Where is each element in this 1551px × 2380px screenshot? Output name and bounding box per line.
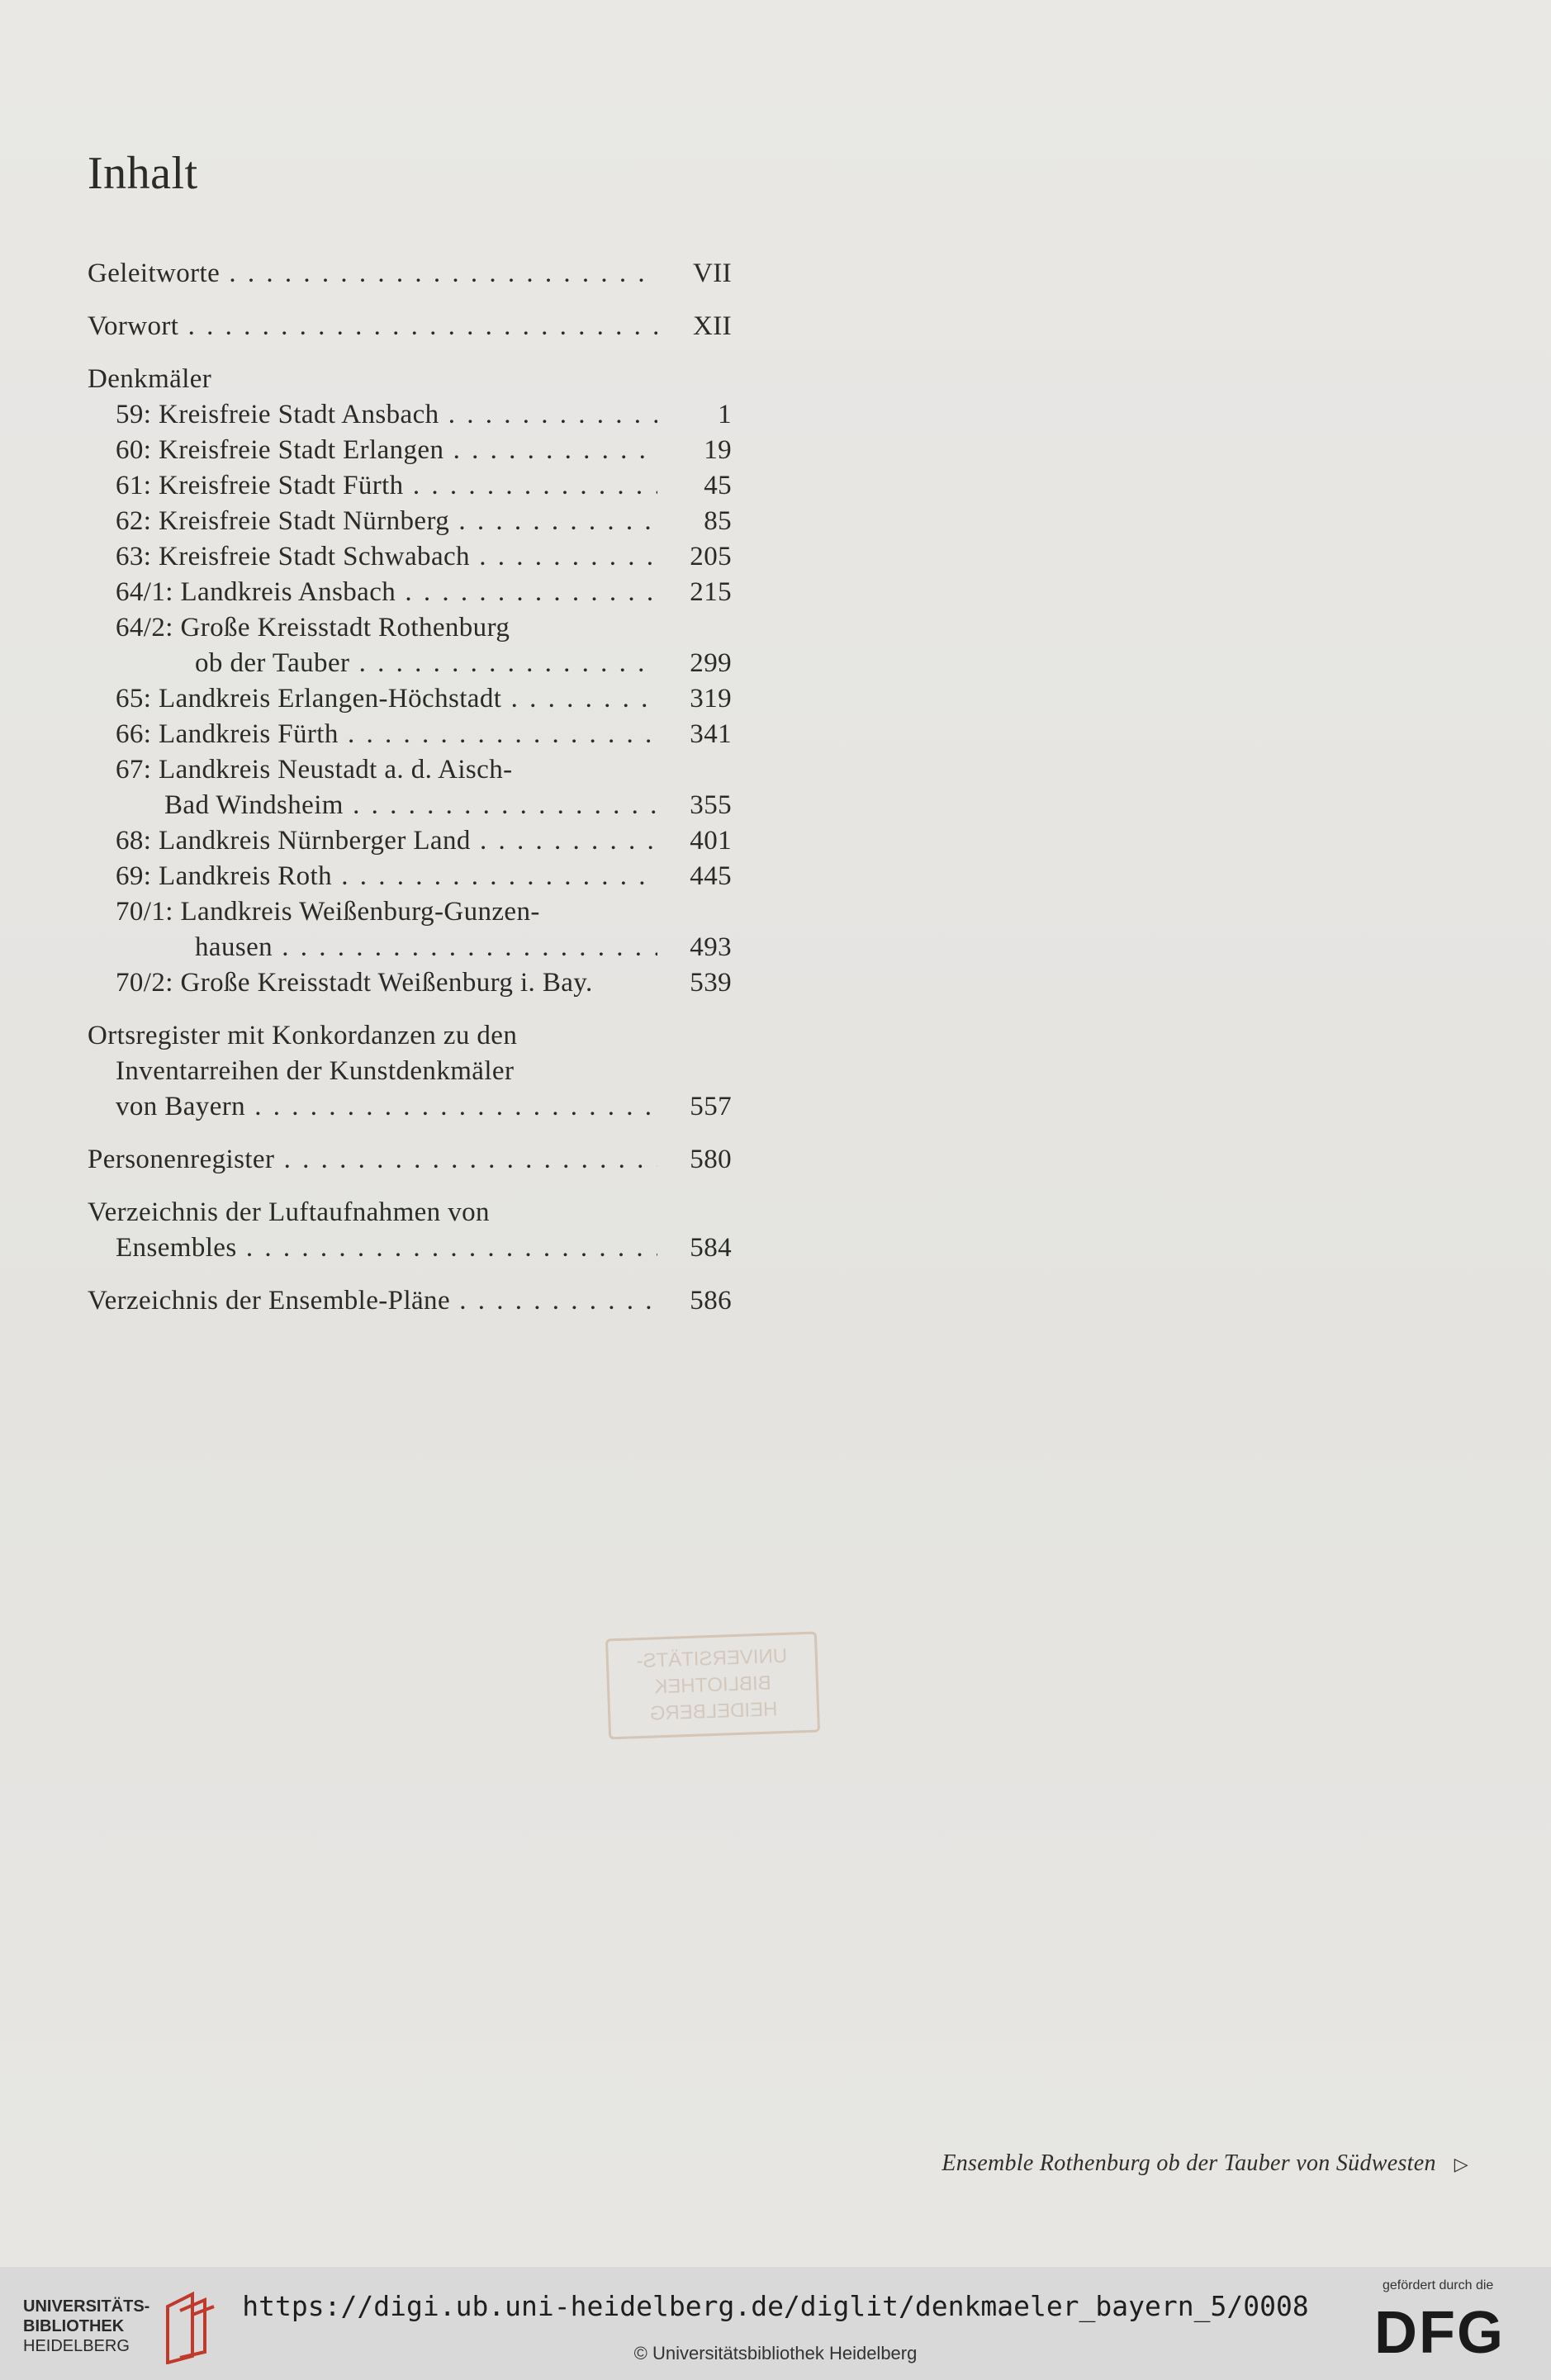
toc-entry[interactable]	[88, 256, 732, 292]
toc-entry[interactable]	[88, 681, 732, 717]
toc-entry[interactable]	[88, 752, 732, 788]
toc-entry-title: Denkmäler	[88, 364, 212, 394]
copyright-notice: © Universitätsbibliothek Heidelberg	[633, 2343, 918, 2363]
toc-spacer	[88, 1266, 732, 1283]
toc-entry-title: Verzeichnis der Luftaufnahmen von	[88, 1197, 490, 1227]
toc-entry[interactable]	[88, 930, 732, 965]
toc-entry-title: 70/1: Landkreis Weißenburg-Gunzen-	[116, 897, 540, 927]
toc-entry-title: ob der Tauber . . .	[88, 646, 657, 681]
toc-entry[interactable]	[88, 1230, 732, 1266]
toc-entry-page: 493	[690, 932, 732, 962]
toc-entry-title: 59: Kreisfreie Stadt Ansbach . . .	[88, 397, 657, 433]
toc-entry[interactable]	[88, 433, 732, 468]
toc-entry-page: 215	[690, 577, 732, 607]
dfg-logo-text: DFG	[1374, 2300, 1505, 2366]
library-name-line: HEIDELBERG	[23, 2337, 130, 2355]
toc-entry-page: 557	[690, 1092, 732, 1121]
toc-entry-title: 65: Landkreis Erlangen-Höchstadt . . .	[88, 681, 657, 717]
toc-entry[interactable]	[88, 717, 732, 752]
toc-entry-title: 63: Kreisfreie Stadt Schwabach . . .	[88, 539, 657, 575]
library-name-line: UNIVERSITÄTS-	[23, 2297, 150, 2316]
permalink-url[interactable]: https://digi.ub.uni-heidelberg.de/diglit/denkmaeler_bayern_5/0008	[242, 2290, 1309, 2322]
toc-entry[interactable]	[88, 468, 732, 504]
toc-entry-title: Vorwort . . .	[88, 309, 657, 344]
stamp-line: UNIVERSITÄTS-	[636, 1644, 788, 1673]
toc-entry-title: Inventarreihen der Kunstdenkmäler	[116, 1056, 515, 1086]
toc-entry-title: Geleitworte . . .	[88, 256, 657, 292]
toc-entry-page: XII	[692, 311, 732, 341]
toc-entry-title: 62: Kreisfreie Stadt Nürnberg . . .	[88, 504, 657, 539]
library-stamp	[605, 1632, 820, 1740]
toc-entry-title: Ortsregister mit Konkordanzen zu den	[88, 1021, 518, 1050]
toc-entry[interactable]	[88, 894, 732, 930]
toc-entry-title: 69: Landkreis Roth . . .	[88, 859, 657, 894]
stamp-line: BIBLIOTHEK	[653, 1671, 772, 1699]
toc-entry-title: von Bayern . . .	[88, 1089, 657, 1125]
toc-entry-title: 66: Landkreis Fürth . . .	[88, 717, 657, 752]
page-title: Inhalt	[88, 148, 198, 199]
toc-entry[interactable]	[88, 610, 732, 646]
toc-entry[interactable]	[88, 575, 732, 610]
toc-entry[interactable]	[88, 859, 732, 894]
toc-entry[interactable]	[88, 539, 732, 575]
toc-entry-page: 539	[690, 968, 732, 998]
table-of-contents	[88, 256, 732, 1319]
toc-entry-page: VII	[692, 258, 732, 288]
toc-entry-title: Ensembles . . .	[88, 1230, 657, 1266]
toc-entry-page: 85	[704, 506, 732, 536]
toc-entry-title: hausen . . .	[88, 930, 657, 965]
toc-entry[interactable]	[88, 1018, 732, 1054]
toc-entry-page: 341	[690, 719, 732, 749]
toc-entry-page: 445	[690, 861, 732, 891]
toc-entry[interactable]	[88, 1089, 732, 1125]
viewer-footer	[0, 2267, 1551, 2380]
toc-entry-page: 319	[690, 684, 732, 714]
toc-entry-page: 586	[690, 1286, 732, 1316]
toc-spacer	[88, 292, 732, 309]
toc-entry[interactable]	[88, 1054, 732, 1089]
toc-entry[interactable]	[88, 1142, 732, 1178]
toc-entry-title: Personenregister . . .	[88, 1142, 657, 1178]
toc-entry-page: 355	[690, 790, 732, 820]
toc-entry-page: 45	[704, 471, 732, 500]
toc-entry[interactable]	[88, 1195, 732, 1230]
toc-entry-page: 584	[690, 1233, 732, 1263]
next-page-arrow-icon: ▷	[1454, 2154, 1468, 2174]
toc-entry[interactable]	[88, 965, 732, 1001]
toc-entry-title: 64/1: Landkreis Ansbach . . .	[88, 575, 657, 610]
stamp-line: HEIDELBERG	[649, 1698, 778, 1725]
toc-entry-page: 1	[718, 400, 732, 429]
library-name-line: BIBLIOTHEK	[23, 2317, 125, 2335]
toc-entry[interactable]	[88, 504, 732, 539]
toc-entry-page: 401	[690, 826, 732, 856]
toc-entry-title: 61: Kreisfreie Stadt Fürth . . .	[88, 468, 657, 504]
toc-entry-page: 205	[690, 542, 732, 571]
toc-entry-title: Verzeichnis der Ensemble-Pläne . . .	[88, 1283, 657, 1319]
toc-entry-title: 64/2: Große Kreisstadt Rothenburg	[116, 613, 510, 642]
toc-entry-title: Bad Windsheim . . .	[88, 788, 657, 823]
toc-entry-page: 19	[704, 435, 732, 465]
toc-spacer	[88, 344, 732, 362]
toc-entry[interactable]	[88, 646, 732, 681]
toc-spacer	[88, 1178, 732, 1195]
toc-entry[interactable]	[88, 788, 732, 823]
toc-entry-page: 299	[690, 648, 732, 678]
toc-spacer	[88, 1001, 732, 1018]
image-caption	[942, 2150, 1468, 2177]
funder-logo[interactable]	[1374, 2278, 1531, 2369]
toc-entry-title: 68: Landkreis Nürnberger Land . . .	[88, 823, 657, 859]
funding-note: gefördert durch die	[1383, 2278, 1494, 2292]
toc-entry-title: 70/2: Große Kreisstadt Weißenburg i. Bay.	[116, 968, 593, 998]
toc-entry[interactable]	[88, 397, 732, 433]
toc-entry-title: 60: Kreisfreie Stadt Erlangen . . .	[88, 433, 657, 468]
toc-entry[interactable]	[88, 309, 732, 344]
toc-entry-page: 580	[690, 1145, 732, 1174]
toc-entry[interactable]	[88, 823, 732, 859]
toc-entry-title: 67: Landkreis Neustadt a. d. Aisch-	[116, 755, 513, 785]
toc-entry[interactable]	[88, 362, 732, 397]
toc-spacer	[88, 1125, 732, 1142]
caption-text: Ensemble Rothenburg ob der Tauber von Südwesten	[942, 2150, 1436, 2176]
toc-entry[interactable]	[88, 1283, 732, 1319]
